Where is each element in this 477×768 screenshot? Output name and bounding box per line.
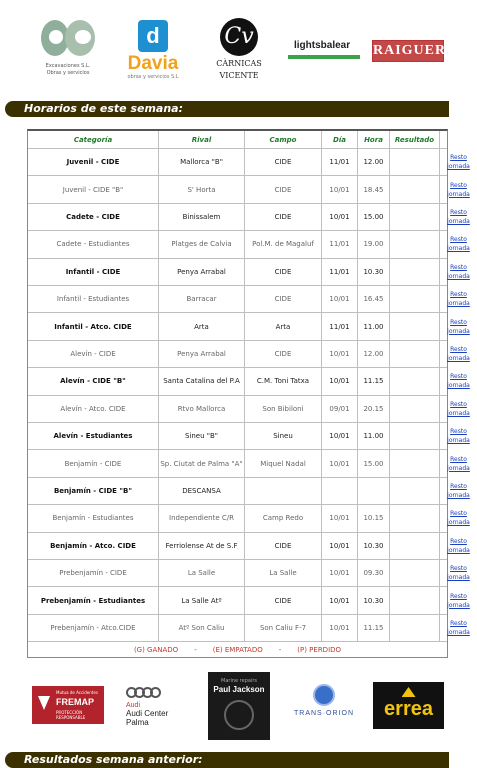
carnicas-line1: CÀRNICAS xyxy=(216,59,262,68)
table-row xyxy=(28,586,470,613)
sponsor-paul-jackson-logo[interactable] xyxy=(208,672,270,740)
header-dia: Día xyxy=(321,131,357,148)
table-row xyxy=(28,614,470,641)
sc-line1: Excavaciones S.L. xyxy=(45,63,91,69)
table-row xyxy=(28,395,470,422)
sponsor-raiguer-logo[interactable] xyxy=(372,40,447,62)
cell-campo: C.M. Toni Tatxa xyxy=(244,368,321,394)
resto-jornada-link[interactable] xyxy=(439,615,477,641)
resto-jornada-link[interactable] xyxy=(439,478,477,504)
cell-rival: Atº Son Caliu xyxy=(158,615,244,641)
resto-jornada-link[interactable] xyxy=(439,286,477,312)
cell-hora: 15.00 xyxy=(357,450,389,476)
resto-jornada-link[interactable] xyxy=(439,423,477,449)
cell-hora: 15.00 xyxy=(357,204,389,230)
cell-categoria: Alevín - CIDE xyxy=(70,349,116,358)
cell-dia: 10/01 xyxy=(321,368,357,394)
cell-campo: CIDE xyxy=(244,341,321,367)
cell-dia: 10/01 xyxy=(321,533,357,559)
cell-dia: 11/01 xyxy=(321,149,357,175)
resto-jornada-line2[interactable]: jornada xyxy=(447,327,470,335)
sponsor-carnicas-logo[interactable] xyxy=(212,18,266,80)
cell-dia: 10/01 xyxy=(321,341,357,367)
resto-jornada-line2[interactable]: jornada xyxy=(447,217,470,225)
resto-jornada-line2[interactable]: jornada xyxy=(447,491,470,499)
cell-resultado xyxy=(389,478,439,504)
sc-line2: Obras y servicios xyxy=(46,70,90,76)
cell-dia: 11/01 xyxy=(321,231,357,257)
fremap-sub: PROTECCIÓN RESPONSABLE xyxy=(56,710,86,720)
table-row xyxy=(28,504,470,531)
fremap-name: FREMAP xyxy=(56,697,94,707)
cell-hora: 12.00 xyxy=(357,149,389,175)
header-resultado: Resultado xyxy=(389,131,439,148)
header-campo: Campo xyxy=(244,131,321,148)
resto-jornada-line2[interactable]: jornada xyxy=(447,601,470,609)
legend-ganado: (G) GANADO xyxy=(133,646,179,654)
cell-rival: DESCANSA xyxy=(158,478,244,504)
resto-jornada-line2[interactable]: jornada xyxy=(447,300,470,308)
cell-categoria: Prebenjamín - CIDE xyxy=(59,569,127,578)
table-row xyxy=(28,449,470,476)
schedule-table xyxy=(27,129,470,658)
cell-resultado xyxy=(389,615,439,641)
resto-jornada-link[interactable] xyxy=(439,341,477,367)
cell-rival: La Salle Atº xyxy=(158,587,244,613)
table-row xyxy=(28,532,470,559)
legend-perdido: (P) PERDIDO xyxy=(297,646,342,654)
resto-jornada-line1[interactable]: Resto xyxy=(450,537,467,545)
cell-resultado xyxy=(389,286,439,312)
resto-jornada-line2[interactable]: jornada xyxy=(447,272,470,280)
resto-jornada-line1[interactable]: Resto xyxy=(450,263,467,271)
legend-sep-1: - xyxy=(194,646,197,654)
cell-dia xyxy=(321,478,357,504)
cell-dia: 10/01 xyxy=(321,615,357,641)
cell-categoria: Alevín - Estudiantes xyxy=(53,432,133,441)
cell-rival: Barracar xyxy=(158,286,244,312)
resto-jornada-line1[interactable]: Resto xyxy=(450,455,467,463)
orion-name: TRANS·ORION xyxy=(294,710,354,717)
cell-categoria: Cadete - Estudiantes xyxy=(56,240,130,249)
resto-jornada-line1[interactable]: Resto xyxy=(450,510,467,518)
cell-categoria: Infantil - Estudiantes xyxy=(56,295,130,304)
cell-rival: Arta xyxy=(158,313,244,339)
resto-jornada-line2[interactable]: jornada xyxy=(447,354,470,362)
resto-jornada-line2[interactable]: jornada xyxy=(447,437,470,445)
resto-jornada-line1[interactable]: Resto xyxy=(450,592,467,600)
resto-jornada-link[interactable] xyxy=(439,149,477,175)
cell-rival: Platges de Calvia xyxy=(158,231,244,257)
cell-resultado xyxy=(389,560,439,586)
cell-resultado xyxy=(389,450,439,476)
section-title: Horarios de este semana: xyxy=(24,102,184,115)
cell-resultado xyxy=(389,396,439,422)
cell-rival: La Salle xyxy=(158,560,244,586)
cell-categoria: Infantil - Atco. CIDE xyxy=(54,322,132,331)
cell-resultado xyxy=(389,204,439,230)
resto-jornada-link[interactable] xyxy=(439,313,477,339)
resto-jornada-line1[interactable]: Resto xyxy=(450,181,467,189)
resto-jornada-line1[interactable]: Resto xyxy=(450,428,467,436)
cell-hora: 10.15 xyxy=(357,505,389,531)
cell-categoria: Infantil - CIDE xyxy=(65,267,121,276)
cell-rival: S' Horta xyxy=(158,176,244,202)
header-categoria: Categoría xyxy=(73,135,113,144)
cell-rival: Mallorca "B" xyxy=(158,149,244,175)
cell-rival: Santa Catalina del P.A xyxy=(158,368,244,394)
cell-dia: 10/01 xyxy=(321,286,357,312)
cell-resultado xyxy=(389,505,439,531)
audi-brand: Audi xyxy=(126,702,141,709)
sponsor-errea-logo[interactable] xyxy=(373,682,444,729)
table-header xyxy=(28,131,447,148)
sc-logo-icon xyxy=(39,18,97,62)
cell-campo: CIDE xyxy=(244,149,321,175)
cell-rival: Independiente C/R xyxy=(158,505,244,531)
resto-jornada-line2[interactable]: jornada xyxy=(447,382,470,390)
cell-categoria: Juvenil - CIDE "B" xyxy=(62,185,124,194)
resto-jornada-line2[interactable]: jornada xyxy=(447,464,470,472)
cell-hora: 16.45 xyxy=(357,286,389,312)
cell-resultado xyxy=(389,423,439,449)
cell-campo: Sineu xyxy=(244,423,321,449)
carnicas-mark-icon: Cv xyxy=(220,18,258,56)
resto-jornada-link[interactable] xyxy=(439,259,477,285)
cell-categoria: Alevín - Atco. CIDE xyxy=(60,404,126,413)
header-link xyxy=(439,131,477,148)
cell-hora: 12.00 xyxy=(357,341,389,367)
cell-resultado xyxy=(389,587,439,613)
cell-campo: Camp Redo xyxy=(244,505,321,531)
sponsor-sc-logo[interactable] xyxy=(36,18,100,76)
cell-hora: 18.45 xyxy=(357,176,389,202)
cell-rival: Rtvo Mallorca xyxy=(158,396,244,422)
resto-jornada-line1[interactable]: Resto xyxy=(450,482,467,490)
cell-hora xyxy=(357,478,389,504)
resto-jornada-line1[interactable]: Resto xyxy=(450,154,467,162)
table-row xyxy=(28,477,470,504)
resto-jornada-line2[interactable]: jornada xyxy=(447,519,470,527)
resto-jornada-link[interactable] xyxy=(439,587,477,613)
resto-jornada-line2[interactable]: jornada xyxy=(447,190,470,198)
cell-dia: 10/01 xyxy=(321,505,357,531)
cell-campo: CIDE xyxy=(244,587,321,613)
cell-dia: 10/01 xyxy=(321,176,357,202)
pj-emblem-icon xyxy=(224,700,254,730)
cell-hora: 09.30 xyxy=(357,560,389,586)
resto-jornada-line1[interactable]: Resto xyxy=(450,291,467,299)
cell-campo: Son Bibiloni xyxy=(244,396,321,422)
cell-dia: 10/01 xyxy=(321,587,357,613)
cell-hora: 11.00 xyxy=(357,313,389,339)
errea-name: errea xyxy=(384,698,433,720)
resto-jornada-link[interactable] xyxy=(439,231,477,257)
orion-globe-icon xyxy=(313,684,335,706)
table-row xyxy=(28,148,470,175)
pj-name: Paul Jackson xyxy=(213,685,265,694)
cell-campo: Pol.M. de Magaluf xyxy=(244,231,321,257)
resto-jornada-line2[interactable]: jornada xyxy=(447,163,470,171)
cell-dia: 10/01 xyxy=(321,450,357,476)
resto-jornada-link[interactable] xyxy=(439,560,477,586)
resto-jornada-line2[interactable]: jornada xyxy=(447,628,470,636)
cell-categoria: Benjamín - CIDE xyxy=(64,459,122,468)
davia-mark-icon: d xyxy=(138,20,168,52)
cell-rival: Ferriolense At de S.F xyxy=(158,533,244,559)
cell-categoria: Benjamín - CIDE "B" xyxy=(53,486,133,495)
cell-dia: 11/01 xyxy=(321,259,357,285)
resto-jornada-line1[interactable]: Resto xyxy=(450,236,467,244)
resto-jornada-line2[interactable]: jornada xyxy=(447,546,470,554)
cell-rival: Sineu "B" xyxy=(158,423,244,449)
cell-resultado xyxy=(389,533,439,559)
resto-jornada-link[interactable] xyxy=(439,533,477,559)
resto-jornada-link[interactable] xyxy=(439,204,477,230)
cell-campo: CIDE xyxy=(244,176,321,202)
fremap-top: Mutua de Accidentes xyxy=(56,690,98,695)
resto-jornada-link[interactable] xyxy=(439,450,477,476)
raiguer-name: RAIGUER xyxy=(372,40,444,62)
lightsbalear-bar xyxy=(288,55,360,59)
resto-jornada-line1[interactable]: Resto xyxy=(450,345,467,353)
resto-jornada-line1[interactable]: Resto xyxy=(450,208,467,216)
davia-sub: obras y servicios S.L xyxy=(127,74,179,80)
sponsor-davia-logo[interactable] xyxy=(122,20,184,80)
audi-rings-icon xyxy=(126,687,190,698)
table-row xyxy=(28,175,470,202)
cell-rival: Binissalem xyxy=(158,204,244,230)
resto-jornada-line1[interactable]: Resto xyxy=(450,565,467,573)
cell-categoria: Cadete - CIDE xyxy=(66,212,120,221)
cell-campo: CIDE xyxy=(244,204,321,230)
legend-sep-2: - xyxy=(278,646,282,654)
cell-resultado xyxy=(389,368,439,394)
cell-categoria: Juvenil - CIDE xyxy=(66,158,120,167)
cell-resultado xyxy=(389,313,439,339)
cell-campo xyxy=(244,478,321,504)
lightsbalear-name: lightsbalear xyxy=(294,40,351,51)
cell-campo: Miquel Nadal xyxy=(244,450,321,476)
header-rival: Rival xyxy=(158,131,244,148)
cell-resultado xyxy=(389,231,439,257)
resto-jornada-line2[interactable]: jornada xyxy=(447,245,470,253)
cell-categoria: Benjamín - Atco. CIDE xyxy=(50,541,136,550)
table-row xyxy=(28,367,470,394)
resto-jornada-line1[interactable]: Resto xyxy=(450,619,467,627)
cell-campo: La Salle xyxy=(244,560,321,586)
davia-name: Davia xyxy=(127,53,179,74)
table-row xyxy=(28,258,470,285)
table-row xyxy=(28,340,470,367)
resto-jornada-line1[interactable]: Resto xyxy=(450,373,467,381)
cell-dia: 10/01 xyxy=(321,423,357,449)
legend-empatado: (E) EMPATADO xyxy=(212,646,263,654)
resto-jornada-link[interactable] xyxy=(439,396,477,422)
sponsors-top xyxy=(0,0,449,98)
cell-dia: 10/01 xyxy=(321,204,357,230)
cell-resultado xyxy=(389,176,439,202)
cell-hora: 20.15 xyxy=(357,396,389,422)
resto-jornada-link[interactable] xyxy=(439,368,477,394)
cell-hora: 11.15 xyxy=(357,615,389,641)
cell-resultado xyxy=(389,149,439,175)
pj-top: Marine repairs xyxy=(221,678,257,684)
table-row xyxy=(28,422,470,449)
resto-jornada-line1[interactable]: Resto xyxy=(450,318,467,326)
cell-rival: Sp. Ciutat de Palma "A" xyxy=(158,450,244,476)
sponsor-fremap-logo[interactable] xyxy=(32,686,104,724)
errea-mark-icon xyxy=(402,687,416,697)
cell-campo: Son Caliu F-7 xyxy=(244,615,321,641)
cell-campo: CIDE xyxy=(244,259,321,285)
resto-jornada-line1[interactable]: Resto xyxy=(450,400,467,408)
result-legend xyxy=(28,641,447,658)
cell-campo: CIDE xyxy=(244,286,321,312)
cell-campo: CIDE xyxy=(244,533,321,559)
fremap-shield-icon xyxy=(38,696,50,710)
cell-dia: 09/01 xyxy=(321,396,357,422)
cell-rival: Penya Arrabal xyxy=(158,341,244,367)
cell-categoria: Alevín - CIDE "B" xyxy=(60,377,126,386)
cell-campo: Arta xyxy=(244,313,321,339)
cell-hora: 11.15 xyxy=(357,368,389,394)
carnicas-line2: VICENTE xyxy=(219,71,259,80)
sponsor-audi-logo[interactable] xyxy=(118,675,190,737)
cell-categoria: Prebenjamín - Estudiantes xyxy=(40,596,146,605)
cell-hora: 10.30 xyxy=(357,533,389,559)
cell-dia: 10/01 xyxy=(321,560,357,586)
table-row xyxy=(28,312,470,339)
cell-resultado xyxy=(389,341,439,367)
table-row xyxy=(28,230,470,257)
cell-hora: 10.30 xyxy=(357,259,389,285)
table-row xyxy=(28,285,470,312)
resto-jornada-line2[interactable]: jornada xyxy=(447,574,470,582)
sponsor-lightsbalear-logo[interactable] xyxy=(288,40,360,59)
cell-categoria: Benjamín - Estudiantes xyxy=(52,514,134,523)
cell-hora: 11.00 xyxy=(357,423,389,449)
audi-name-2: Palma xyxy=(126,718,149,727)
audi-name-1: Audi Center xyxy=(126,709,169,718)
cell-rival: Penya Arrabal xyxy=(158,259,244,285)
cell-hora: 19.00 xyxy=(357,231,389,257)
table-row xyxy=(28,559,470,586)
cell-resultado xyxy=(389,259,439,285)
cell-dia: 11/01 xyxy=(321,313,357,339)
section-title-2: Resultados semana anterior: xyxy=(24,753,203,766)
cell-hora: 10.30 xyxy=(357,587,389,613)
header-hora: Hora xyxy=(357,131,389,148)
sponsor-trans-orion-logo[interactable] xyxy=(288,684,360,728)
resto-jornada-link[interactable] xyxy=(439,505,477,531)
resto-jornada-line2[interactable]: jornada xyxy=(447,409,470,417)
cell-categoria: Prebenjamín - Atco.CIDE xyxy=(50,623,136,632)
table-row xyxy=(28,203,470,230)
resto-jornada-link[interactable] xyxy=(439,176,477,202)
